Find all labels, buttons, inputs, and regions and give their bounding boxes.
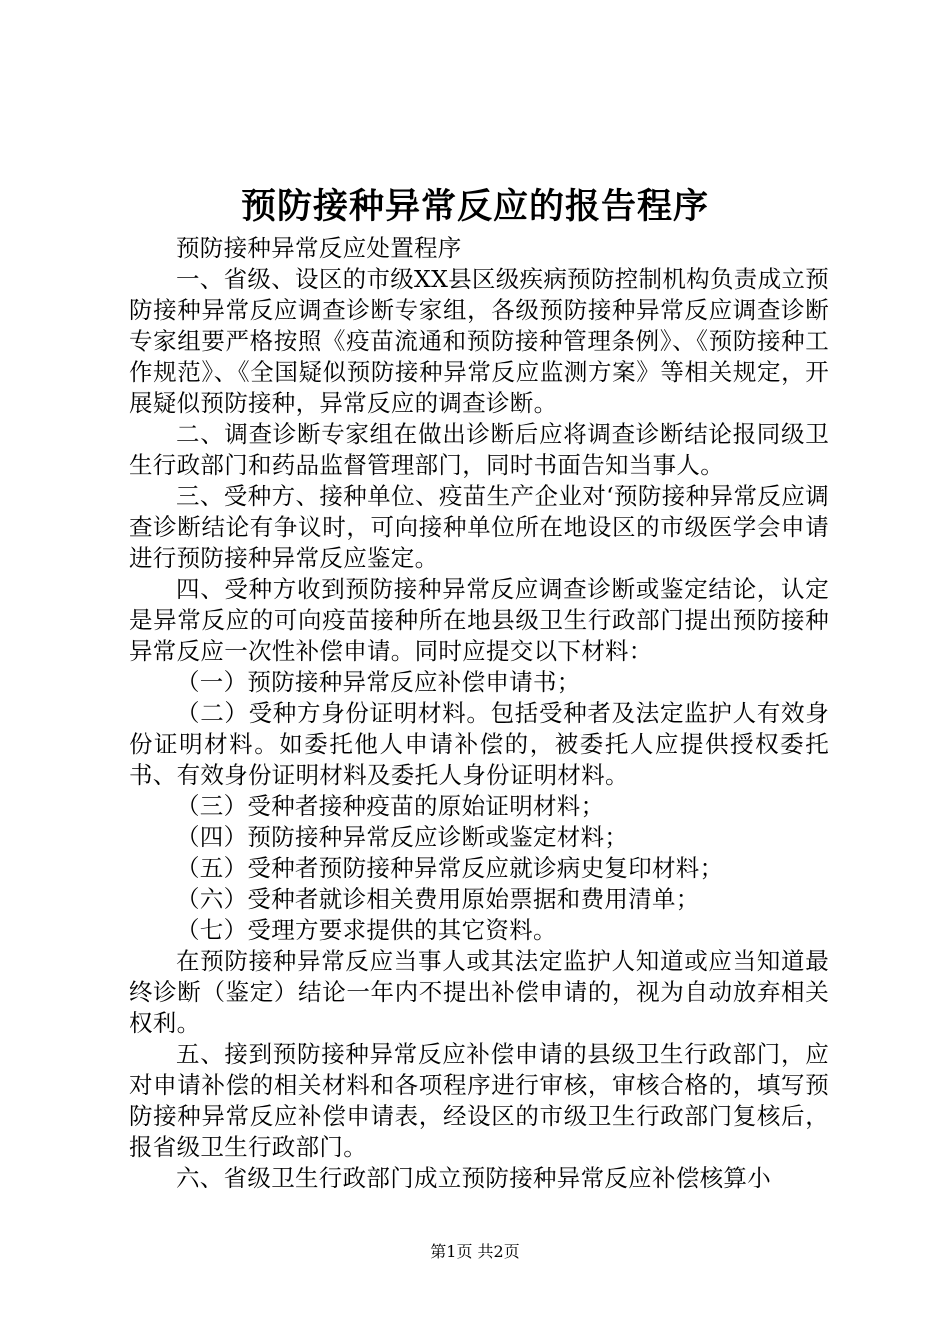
paragraph-section-2: 二、调查诊断专家组在做出诊断后应将调查诊断结论报同级卫生行政部门和药品监督管理部门，同时书面告知当事人。 bbox=[129, 420, 829, 479]
paragraph-section-1: 一、省级、设区的市级XX县区级疾病预防控制机构负责成立预防接种异常反应调查诊断专家组，各级预防接种异常反应调查诊断专家组要严格按照《疫苗流通和预防接种管理条例》、《预防接种工作规范》、《全国疑似预防接种异常反应监测方案》等相关规定，开展疑似预防接种，异常反应的调查诊断。 bbox=[129, 265, 829, 417]
list-item-material-4: （四）预防接种异常反应诊断或鉴定材料； bbox=[176, 823, 629, 851]
paragraph-section-5: 五、接到预防接种异常反应补偿申请的县级卫生行政部门，应对申请补偿的相关材料和各项程序进行审核，审核合格的，填写预防接种异常反应补偿申请表，经设区的市级卫生行政部门复核后，报省级卫生行政部门。 bbox=[129, 1040, 829, 1161]
paragraph-section-4: 四、受种方收到预防接种异常反应调查诊断或鉴定结论，认定是异常反应的可向疫苗接种所在地县级卫生行政部门提出预防接种异常反应一次性补偿申请。同时应提交以下材料： bbox=[129, 575, 829, 665]
list-item-material-6: （六）受种者就诊相关费用原始票据和费用清单； bbox=[176, 885, 700, 913]
document-body bbox=[129, 233, 829, 1194]
paragraph-section-3: 三、受种方、接种单位、疫苗生产企业对‘预防接种异常反应调查诊断结论有争议时，可向接种单位所在地设区的市级医学会申请进行预防接种异常反应鉴定。 bbox=[129, 482, 829, 572]
list-item-material-1: （一）预防接种异常反应补偿申请书； bbox=[176, 668, 581, 696]
paragraph-section-6: 六、省级卫生行政部门成立预防接种异常反应补偿核算小 bbox=[176, 1164, 771, 1192]
paragraph-waiver: 在预防接种异常反应当事人或其法定监护人知道或应当知道最终诊断（鉴定）结论一年内不提出补偿申请的，视为自动放弃相关权利。 bbox=[129, 947, 829, 1037]
list-item-material-2: （二）受种方身份证明材料。包括受种者及法定监护人有效身份证明材料。如委托他人申请补偿的，被委托人应提供授权委托书、有效身份证明材料及委托人身份证明材料。 bbox=[129, 699, 829, 789]
list-item-material-3: （三）受种者接种疫苗的原始证明材料； bbox=[176, 792, 605, 820]
paragraph-subtitle: 预防接种异常反应处置程序 bbox=[176, 234, 462, 262]
list-item-material-5: （五）受种者预防接种异常反应就诊病史复印材料； bbox=[176, 854, 724, 882]
list-item-material-7: （七）受理方要求提供的其它资料。 bbox=[176, 916, 557, 944]
document-title: 预防接种异常反应的报告程序 bbox=[240, 186, 709, 227]
page-footer: 第1页 共2页 bbox=[430, 1242, 520, 1261]
